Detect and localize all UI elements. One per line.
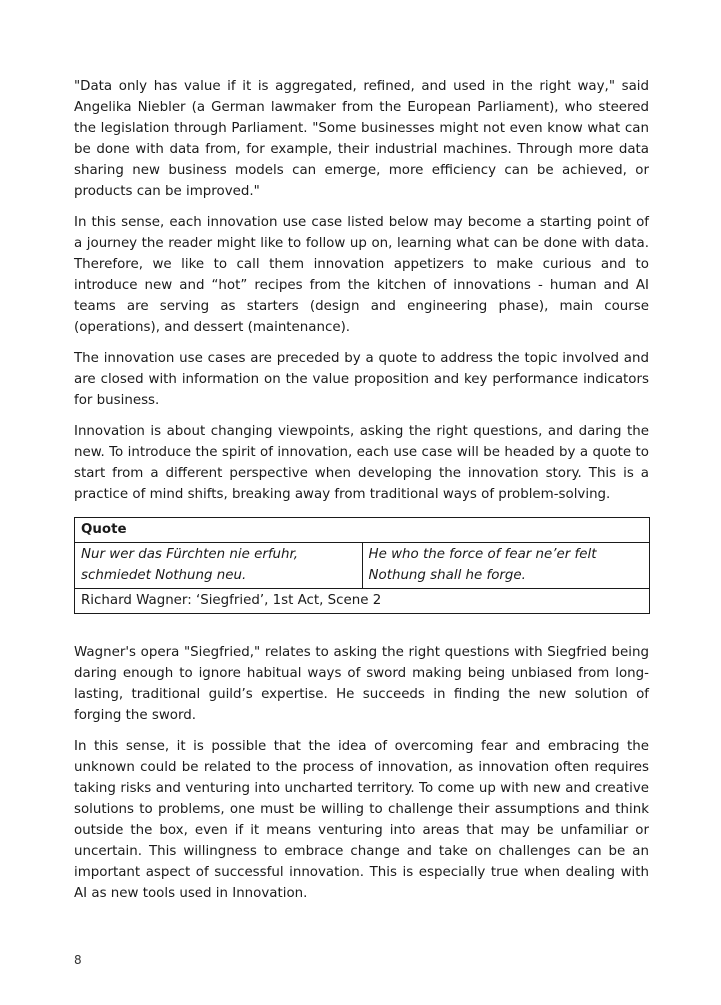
- paragraph-changing-viewpoints: Innovation is about changing viewpoints, asking the right questions, and daring the new. To introduce the spirit of innovation, each use case will be headed by a quote to start from a different perspective when developing the innovation story. This is a practice of mind shifts, breaking away from traditional ways of problem-solving.: [74, 424, 649, 502]
- paragraph-innovation-appetizers: In this sense, each innovation use case listed below may become a starting point of a journey the reader might like to follow up on, learning what can be done with data. Therefore, we like to call them innovation appetizers to make curious and to introduce new and “hot” recipes from the kitchen of innovations - human and AI teams are serving as starters (design and engineering phase), main course (operations), and dessert (maintenance).: [74, 215, 649, 335]
- quote-table: [74, 517, 650, 614]
- paragraph-data-value-quote: "Data only has value if it is aggregated, refined, and used in the right way," said Angelika Niebler (a German lawmaker from the European Parliament), who steered the legislation through Parliament. "Some businesses might not even know what can be done with data from, for example, their industrial machines. Through more data sharing new business models can emerge, more efficiency can be achieved, or products can be improved.": [74, 79, 649, 199]
- page-body: [74, 76, 649, 914]
- paragraph-use-case-structure: The innovation use cases are preceded by a quote to address the topic involved and are closed with information on the value proposition and key performance indicators for business.: [74, 351, 649, 408]
- paragraph-overcoming-fear: In this sense, it is possible that the idea of overcoming fear and embracing the unknown could be related to the process of innovation, as innovation often requires taking risks and venturing into uncharted territory. To come up with new and creative solutions to problems, one must be willing to challenge their assumptions and think outside the box, even if it means venturing into areas that may be unfamiliar or uncertain. This willingness to embrace change and take on challenges can be an important aspect of successful innovation. This is especially true when dealing with AI as new tools used in Innovation.: [74, 739, 649, 901]
- paragraph-siegfried: Wagner's opera "Siegfried," relates to asking the right questions with Siegfried being daring enough to ignore habitual ways of sword making being unbiased from long-lasting, traditional guild’s expertise. He succeeds in finding the new solution of forging the sword.: [74, 645, 649, 723]
- quote-english-line-2: Nothung shall he forge.: [368, 568, 526, 583]
- quote-header: Quote: [75, 518, 650, 543]
- page-number: 8: [74, 953, 82, 967]
- quote-german: [75, 543, 363, 589]
- quote-english: [362, 543, 650, 589]
- quote-german-line-2: schmiedet Nothung neu.: [81, 568, 247, 583]
- quote-german-line-1: Nur wer das Fürchten nie erfuhr,: [81, 547, 299, 562]
- quote-english-line-1: He who the force of fear ne’er felt: [368, 547, 597, 562]
- quote-source: Richard Wagner: ‘Siegfried’, 1st Act, Scene 2: [75, 589, 650, 614]
